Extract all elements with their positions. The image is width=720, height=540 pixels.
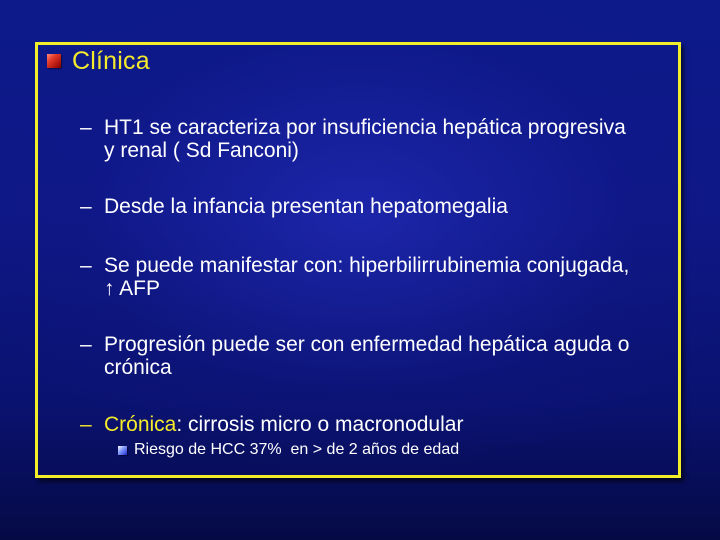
- bullet-item-4: [80, 333, 640, 379]
- bullet-text-4: Progresión puede ser con enfermedad hepática aguda o crónica: [104, 333, 630, 379]
- slide-title-row: [47, 46, 150, 76]
- bullet-text-1: HT1 se caracteriza por insuficiencia hepática progresiva y renal ( Sd Fanconi): [104, 116, 626, 162]
- slide-title: Clínica: [72, 46, 150, 75]
- dash-bullet: –: [80, 254, 92, 277]
- dash-bullet: –: [80, 116, 92, 139]
- bullet-item-1: [80, 116, 640, 162]
- bullet-text-3: Se puede manifestar con: hiperbilirrubinemia conjugada, ↑ AFP: [104, 254, 630, 300]
- blue-square-bullet-icon: [118, 446, 127, 455]
- bullet-item-3: [80, 254, 640, 300]
- dash-bullet: –: [80, 333, 92, 356]
- bullet-text-5: [104, 413, 640, 436]
- bullet-item-5: [80, 413, 640, 436]
- bullet-text-2: Desde la infancia presentan hepatomegalia: [104, 195, 508, 218]
- bullet-item-2: [80, 195, 640, 218]
- highlight-word: Crónica: [104, 413, 177, 436]
- sub-bullet-text: Riesgo de HCC 37% en > de 2 años de edad: [134, 441, 460, 458]
- dash-bullet: –: [80, 413, 92, 436]
- bullet-text-5-rest: : cirrosis micro o macronodular: [176, 413, 464, 436]
- sub-bullet-item: [118, 441, 459, 459]
- red-square-bullet-icon: [47, 54, 61, 68]
- dash-bullet: –: [80, 195, 92, 218]
